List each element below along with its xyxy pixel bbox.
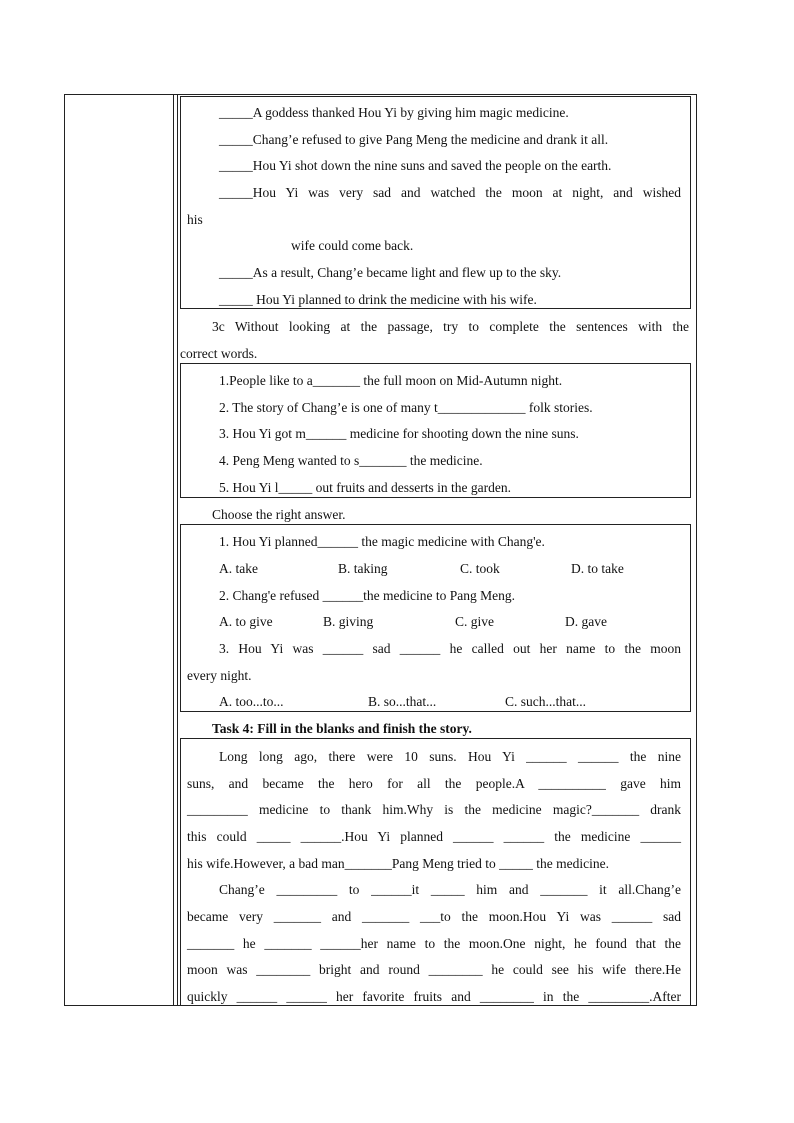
list-item: _____ Hou Yi planned to drink the medicine with his wife. <box>219 292 537 307</box>
list-item: _____Chang’e refused to give Pang Meng the medicine and drank it all. <box>219 132 609 147</box>
story-line: Long long ago, there were 10 suns. Hou Yi ______ ______ the nine <box>219 749 681 764</box>
list-item-continued: wife could come back. <box>291 238 414 253</box>
list-item: 3. Hou Yi got m______ medicine for shooting down the nine suns. <box>219 426 579 441</box>
list-item: _____Hou Yi was very sad and watched the moon at night, and wished <box>219 185 681 200</box>
table-column-divider-double <box>177 94 178 1006</box>
story-line: _______ he _______ ______her name to the moon.One night, he found that the <box>187 936 681 951</box>
question: 1. Hou Yi planned______ the magic medicine with Chang'e. <box>219 534 545 549</box>
option: A. too...to... <box>219 694 284 709</box>
story-line: his wife.However, a bad man_______Pang Meng tried to _____ the medicine. <box>187 856 609 871</box>
list-item: 1.People like to a_______ the full moon on Mid-Autumn night. <box>219 373 563 388</box>
option: C. such...that... <box>505 694 586 709</box>
option: A. to give <box>219 614 273 629</box>
option: B. giving <box>323 614 374 629</box>
list-item: _____A goddess thanked Hou Yi by giving him magic medicine. <box>219 105 569 120</box>
option: D. to take <box>571 561 624 576</box>
option: B. taking <box>338 561 388 576</box>
list-item: 4. Peng Meng wanted to s_______ the medicine. <box>219 453 483 468</box>
story-line: moon was ________ bright and round ________ he could see his wife there.He <box>187 962 681 977</box>
list-item: _____As a result, Chang’e became light and flew up to the sky. <box>219 265 562 280</box>
question-continued: every night. <box>187 668 252 683</box>
story-line: _________ medicine to thank him.Why is the medicine magic?_______ drank <box>187 802 681 817</box>
story-line: quickly ______ ______ her favorite fruits and ________ in the _________.After <box>187 989 681 1004</box>
option: C. took <box>460 561 500 576</box>
option: D. gave <box>565 614 607 629</box>
option: C. give <box>455 614 494 629</box>
story-line: this could _____ ______.Hou Yi planned ______ ______ the medicine ______ <box>187 829 681 844</box>
list-item: _____Hou Yi shot down the nine suns and saved the people on the earth. <box>219 158 612 173</box>
option: A. take <box>219 561 258 576</box>
task4-title: Task 4: Fill in the blanks and finish the story. <box>212 721 472 736</box>
list-item: 5. Hou Yi l_____ out fruits and desserts in the garden. <box>219 480 511 495</box>
question: 2. Chang'e refused ______the medicine to Pang Meng. <box>219 588 515 603</box>
option: B. so...that... <box>368 694 437 709</box>
instruction-3c-continued: correct words. <box>180 346 258 361</box>
list-item-continued: his <box>187 212 203 227</box>
table-column-divider <box>173 94 174 1006</box>
story-line: Chang’e _________ to ______it _____ him and _______ it all.Chang’e <box>219 882 681 897</box>
list-item: 2. The story of Chang’e is one of many t_____________ folk stories. <box>219 400 593 415</box>
story-line: became very _______ and _______ ___to the moon.Hou Yi was ______ sad <box>187 909 681 924</box>
question: 3. Hou Yi was ______ sad ______ he called out her name to the moon <box>219 641 681 656</box>
instruction-choose: Choose the right answer. <box>212 507 346 522</box>
instruction-3c: 3c Without looking at the passage, try to complete the sentences with the <box>212 319 689 334</box>
story-line: suns, and became the hero for all the people.A __________ gave him <box>187 776 681 791</box>
